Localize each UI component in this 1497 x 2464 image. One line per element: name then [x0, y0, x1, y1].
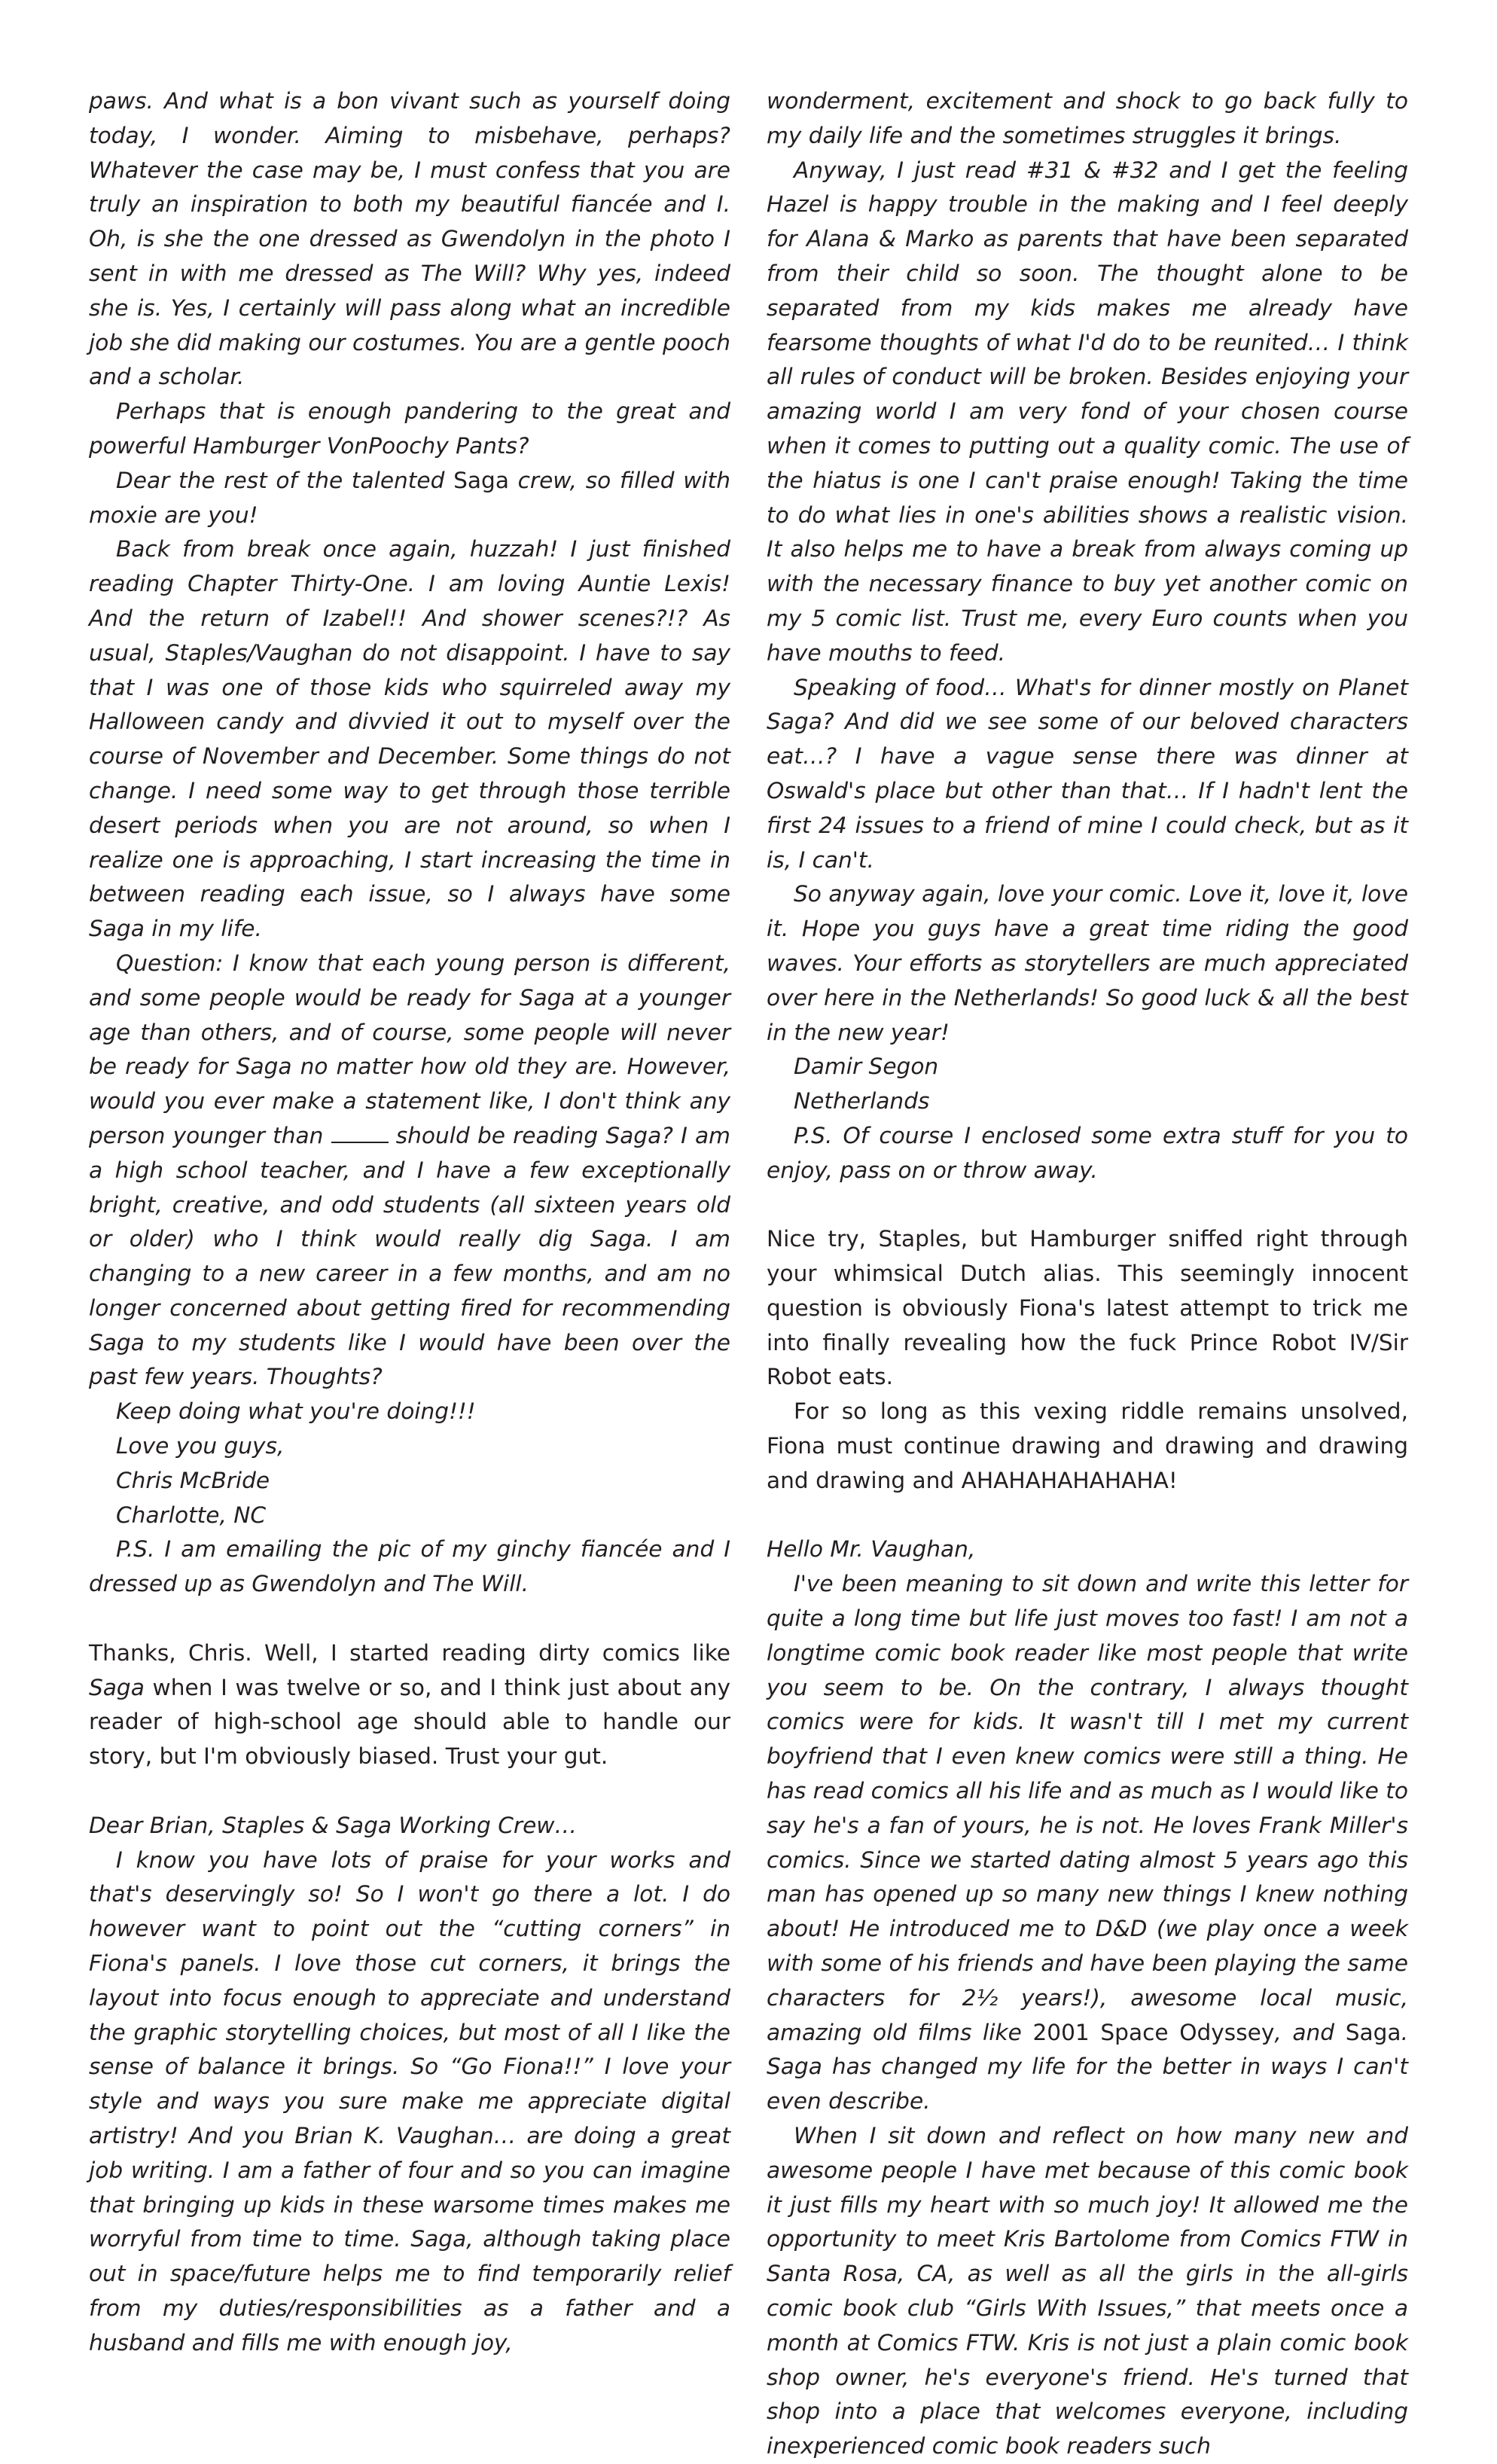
letter-author: Damir Segon — [794, 1054, 939, 1080]
letter-paragraph: I know you have lots of praise for your works and that's deservingly so! So I won't go there a lot. I do however want to point out the “cutting corners” in Fiona's panels. I love those cut corners, it brings the layout into focus enough to appreciate and understand the graphic storytelling choices, but most of all I like the sense of balance it brings. So “Go Fiona!!” I love your style and ways you sure make me appreciate digital artistry! And you Brian K. Vaughan… are doing a great job writing. I am a father of four and so you can imagine that bringing up kids in these warsome times makes me worryful from time to time. Saga, although taking place out in space/future helps me to find temporarily relief from my duties/responsibilities as a father and a husband and fills me with enough joy, — [89, 1846, 730, 2356]
text-run: should be reading Saga? I am a high school teacher, and I have a few exceptionally bright, creative, and odd students (all sixteen years old or older) who I think would really dig Saga. I am changing to a new career in a few months, and am no longer concerned about getting fired for recommending Saga to my students like I would have been over the past few years. Thoughts? — [89, 1122, 730, 1390]
letter-salutation: Hello Mr. Vaughan, — [767, 1536, 976, 1563]
text-run: crew, so filled with moxie are you! — [89, 467, 731, 528]
letter-paragraph: So anyway again, love your comic. Love it, love it, love it. Hope you guys have a great time riding the good waves. Your efforts as storytellers are much appreciated over here in the Netherlands! So good luck & all the best in the new year! — [767, 881, 1408, 1045]
signoff-line: Keep doing what you're doing!!! — [116, 1398, 476, 1425]
text-run: , and — [1274, 2019, 1346, 2045]
editor-reply: Nice try, Staples, but Hamburger sniffed right through your whimsical Dutch alias. This seemingly innocent question is obviously Fiona's latest attempt to trick me into finally revealing how the fuck Prince Robot IV/Sir Robot eats. — [767, 1226, 1408, 1390]
blank-line — [331, 1124, 389, 1143]
right-column — [767, 84, 1408, 2459]
signoff-line: Love you guys, — [116, 1433, 285, 1459]
text-run: when I was twelve or so, and I think just about any reader of high-school age should able to handle our story, but I'm obviously biased. Trust your gut. — [89, 1674, 730, 1770]
title-run: Saga — [453, 467, 509, 493]
editor-reply — [89, 1636, 730, 1774]
letter-paragraph: Perhaps that is enough pandering to the great and powerful Hamburger VonPoochy Pants? — [89, 398, 730, 459]
left-column — [89, 84, 731, 2356]
title-run: Saga — [1345, 2019, 1401, 2045]
title-run: 2001 Space Odyssey — [1032, 2019, 1275, 2045]
text-run: Question: I know that each young person is different, and some people would be ready for Saga at a younger age than others, and of course, some people will never be ready for Saga no matter how old they are. However, would you ever make a statement like, I don't think any person younger than — [89, 950, 730, 1148]
letter-paragraph: When I sit down and reflect on how many new and awesome people I have met because of this comic book it just fills my heart with so much joy! It allowed me the opportunity to meet Kris Bartolome from Comics FTW in Santa Rosa, CA, as well as all the girls in the all-girls comic book club “Girls With Issues,” that meets once a month at Comics FTW. Kris is not just a plain comic book shop owner, he's everyone's friend. He's turned that shop into a place that welcomes everyone, including inexperienced comic book readers such — [767, 2123, 1408, 2459]
letter-paragraph — [89, 464, 730, 533]
title-run: Saga — [89, 1674, 145, 1700]
letter-paragraph: Anyway, I just read #31 & #32 and I get the feeling Hazel is happy trouble in the making and I feel deeply for Alana & Marko as parents that have been separated from their child so soon. The thought alone to be separated from my kids makes me already have fearsome thoughts of what I'd do to be reunited… I think all rules of conduct will be broken. Besides enjoying your amazing world I am very fond of your chosen course when it comes to putting out a quality comic. The use of the hiatus is one I can't praise enough! Taking the time to do what lies in one's abilities shows a realistic vision. It also helps me to have a break from always coming up with the necessary finance to buy yet another comic on my 5 comic list. Trust me, every Euro counts when you have mouths to feed. — [767, 157, 1408, 666]
text-run: I've been meaning to sit down and write this letter for quite a long time but life just moves too fast! I am not a longtime comic book reader like most people that write you seem to be. On the contrary, I always thought comics were for kids. It wasn't till I met my current boyfriend that I even knew comics were still a thing. He has read comics all his life and as much as I would like to say he's a fan of yours, he is not. He loves Frank Miller's comics. Since we started dating almost 5 years ago this man has opened up so many new things I knew nothing about! He introduced me to D&D (we play once a week with some of his friends and have been playing the same characters for 2½ years!), awesome local music, amazing old films like — [767, 1571, 1408, 2045]
letter-paragraph: wonderment, excitement and shock to go back fully to my daily life and the sometimes struggles it brings. — [767, 88, 1408, 148]
postscript: P.S. Of course I enclosed some extra stuff for you to enjoy, pass on or throw away. — [767, 1122, 1408, 1183]
letter-paragraph: paws. And what is a bon vivant such as yourself doing today, I wonder. Aiming to misbehave, perhaps? Whatever the case may be, I must confess that you are truly an inspiration to both my beautiful fiancée and I. Oh, is she the one dressed as Gwendolyn in the photo I sent in with me dressed as The Will? Why yes, indeed she is. Yes, I certainly will pass along what an incredible job she did making our costumes. You are a gentle pooch and a scholar. — [89, 88, 730, 390]
postscript: P.S. I am emailing the pic of my ginchy fiancée and I dressed up as Gwendolyn and The Will. — [89, 1536, 730, 1597]
letter-salutation: Dear Brian, Staples & Saga Working Crew… — [89, 1812, 578, 1838]
letter-location: Charlotte, NC — [116, 1502, 267, 1528]
letter-paragraph: Back from break once again, huzzah! I just finished reading Chapter Thirty-One. I am loving Auntie Lexis! And the return of Izabel!! And shower scenes?!? As usual, Staples/Vaughan do not disappoint. I have to say that I was one of those kids who squirreled away my Halloween candy and divvied it out to myself over the course of November and December. Some things do not change. I need some way to get through those terrible desert periods when you are not around, so when I realize one is approaching, I start increasing the time in between reading each issue, so I always have some Saga in my life. — [89, 536, 730, 942]
letter-author: Chris McBride — [116, 1467, 270, 1493]
letter-paragraph: Speaking of food… What's for dinner mostly on Planet Saga? And did we see some of our beloved characters eat…? I have a vague sense there was dinner at Oswald's place but other than that… If I hadn't lent the first 24 issues to a friend of mine I could check, but as it is, I can't. — [767, 674, 1408, 873]
editor-reply: For so long as this vexing riddle remains unsolved, Fiona must continue drawing and drawing and drawing and drawing and AHAHAHAHAHAHA! — [767, 1398, 1408, 1493]
letter-paragraph — [89, 947, 730, 1395]
text-run: Thanks, Chris. Well, I started reading dirty comics like — [89, 1639, 730, 1666]
letter-location: Netherlands — [794, 1088, 930, 1115]
letter-paragraph — [767, 1567, 1408, 2119]
text-run: Dear the rest of the talented — [116, 467, 454, 493]
text-run: . Saga has changed my life for the better in ways I can't even describe. — [767, 2019, 1408, 2115]
